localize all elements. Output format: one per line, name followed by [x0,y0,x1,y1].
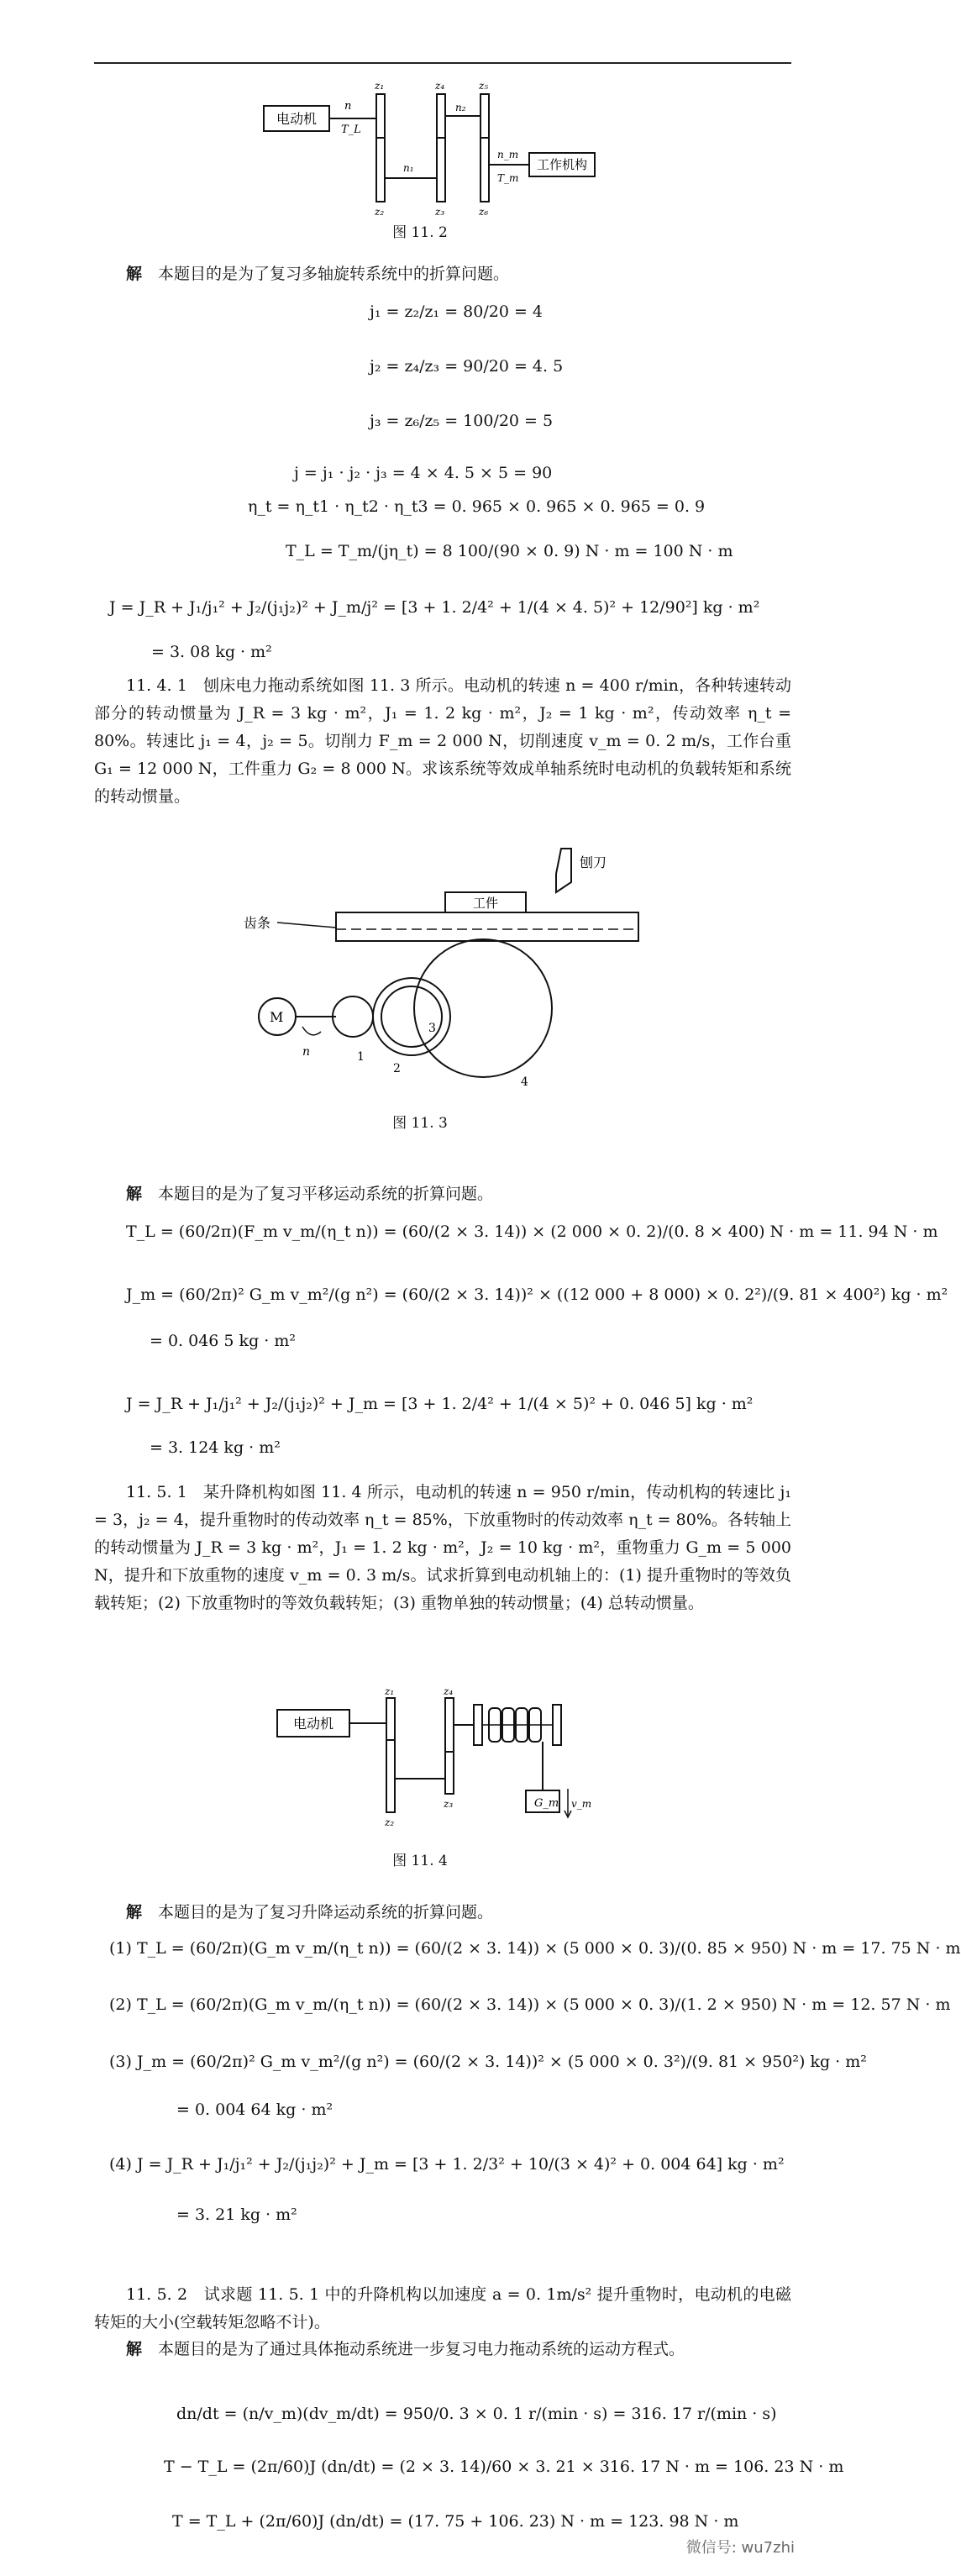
motor-symbol: M [270,1009,284,1025]
solution-1-text: 本题目的是为了复习多轴旋转系统中的折算问题。 [158,265,510,283]
equation: dn/dt = (n/v_m)(dv_m/dt) = 950/0. 3 × 0. 1 r/(min · s) = 316. 17 r/(min · s) [176,2405,777,2423]
z2-label: z₂ [375,206,385,218]
wechat-watermark: 微信号: wu7zhi [685,2539,795,2557]
gear-1-label: 1 [357,1050,365,1064]
problem-11-5-2-text: 11. 5. 2 试求题 11. 5. 1 中的升降机构以加速度 a = 0. 1m/s² 提升重物时，电动机的电磁转矩的大小(空载转矩忽略不计)。 [94,2285,791,2332]
equation: j₁ = z₂/z₁ = 80/20 = 4 [370,302,544,321]
z6-label: z₆ [479,206,489,218]
velocity-label: v_m [571,1798,592,1810]
problem-11-5-2 [94,2281,791,2337]
z1-label: z₁ [375,80,385,92]
equation: (3) J_m = (60/2π)² G_m v_m²/(g n²) = (60/(2 × 3. 14))² × (5 000 × 0. 3²)/(9. 81 × 950²) kg · m² [109,2053,867,2071]
equation: T = T_L + (2π/60)J (dn/dt) = (17. 75 + 106. 23) N · m = 123. 98 N · m [172,2512,739,2531]
equation: (4) J = J_R + J₁/j₁² + J₂/(j₁j₂)² + J_m = [3 + 1. 2/3² + 10/(3 × 4)² + 0. 004 64] kg · m² [109,2155,785,2174]
motor-label: 电动机 [276,111,318,127]
equation: T_L = T_m/(jη_t) = 8 100/(90 × 0. 9) N · m = 100 N · m [286,542,733,560]
z2-label: z₂ [385,1816,395,1828]
problem-11-5-1-text: 11. 5. 1 某升降机构如图 11. 4 所示，电动机的转速 n = 950 r/min，传动机构的转速比 j₁ = 3，j₂ = 4，提升重物时的传动效率 η_t = 85%，下放重物时的传动效率 η_t = 80%。各转轴上的转动惯量为 J_R = 3 kg · m²，J₁ = 1. 2 kg · m²，J₂ = 10 kg · m²，重物重力 G_m = 5 000 N，提升和下放重物的速度 v_m = 0. 3 m/s。试求折算到电动机轴上的：(1) 提升重物时的等效负载转矩；(2) 下放重物时的等效负载转矩；(3) 重物单独的转动惯量；(4) 总转动惯量。 [94,1483,791,1612]
header-rule [94,62,791,64]
n1-label: n₁ [403,162,414,174]
equation: j₂ = z₄/z₃ = 90/20 = 4. 5 [370,357,564,376]
equation: (2) T_L = (60/2π)(G_m v_m/(η_t n)) = (60/(2 × 3. 14)) × (5 000 × 0. 3)/(1. 2 × 950) N · m = 12. 57 N · m [109,1995,951,2014]
nm-label: n_m [497,149,519,160]
equation: T − T_L = (2π/60)J (dn/dt) = (2 × 3. 14)/60 × 3. 21 × 316. 17 N · m = 106. 23 N · m [164,2458,844,2476]
load-label: 工作机构 [536,157,588,172]
equation: (1) T_L = (60/2π)(G_m v_m/(η_t n)) = (60/(2 × 3. 14)) × (5 000 × 0. 3)/(0. 85 × 950) N · m = 17. 75 N · m [109,1939,961,1958]
solution-4-text: 本题目的是为了通过具体拖动系统进一步复习电力拖动系统的运动方程式。 [158,2340,685,2358]
z3-label: z₃ [444,1798,454,1810]
equation: η_t = η_t1 · η_t2 · η_t3 = 0. 965 × 0. 965 × 0. 965 = 0. 9 [248,497,706,516]
equation: = 3. 124 kg · m² [150,1438,281,1457]
equation: = 0. 046 5 kg · m² [150,1332,296,1350]
equation: = 0. 004 64 kg · m² [176,2100,333,2119]
figure-11-3-caption: 图 11. 3 [392,1115,448,1132]
gear-2-label: 2 [393,1062,401,1075]
equation: J_m = (60/2π)² G_m v_m²/(g n²) = (60/(2 × 3. 14))² × ((12 000 + 8 000) × 0. 2²)/(9. 81 × 400²) kg · m² [126,1285,948,1304]
equation: J = J_R + J₁/j₁² + J₂/(j₁j₂)² + J_m/j² = [3 + 1. 2/4² + 1/(4 × 4. 5)² + 12/90²] kg · m² [109,598,760,617]
motor-label: 电动机 [292,1716,334,1732]
z3-label: z₃ [435,206,445,218]
equation: j = j₁ · j₂ · j₃ = 4 × 4. 5 × 5 = 90 [294,464,553,482]
solution-3-intro [94,1899,791,1927]
tm-label: T_m [497,172,519,184]
equation: j₃ = z₆/z₅ = 100/20 = 5 [370,412,554,430]
solution-2-intro [94,1180,791,1208]
figure-11-2-caption: 图 11. 2 [392,224,448,241]
figure-11-4 [269,1685,592,1836]
figure-11-4-caption: 图 11. 4 [392,1853,448,1869]
torque-label: T_L [341,124,361,136]
n2-label: n₂ [455,102,466,113]
work-label: 工件 [472,896,499,911]
equation: = 3. 08 kg · m² [151,643,272,661]
equation: T_L = (60/2π)(F_m v_m/(η_t n)) = (60/(2 × 3. 14)) × (2 000 × 0. 2)/(0. 8 × 400) N · m = 11. 94 N · m [126,1222,938,1241]
figure-11-2 [260,77,596,220]
problem-11-5-1 [94,1479,791,1617]
gear-4-label: 4 [521,1075,528,1089]
z4-label: z₄ [435,80,445,92]
solution-2-text: 本题目的是为了复习平移运动系统的折算问题。 [158,1185,494,1203]
solution-label: 解 [126,2340,143,2358]
weight-label: G_m [534,1797,559,1810]
figure-11-3 [244,840,655,1109]
z1-label: z₁ [385,1685,395,1697]
z5-label: z₅ [479,80,489,92]
solution-3-text: 本题目的是为了复习升降运动系统的折算问题。 [158,1903,494,1921]
speed-label: n [302,1045,311,1059]
gear-3-label: 3 [428,1022,436,1035]
solution-label: 解 [126,1903,143,1921]
problem-11-4-1-text: 11. 4. 1 刨床电力拖动系统如图 11. 3 所示。电动机的转速 n = 400 r/min，各种转速转动部分的转动惯量为 J_R = 3 kg · m²，J₁ = 1. 2 kg · m²，J₂ = 1 kg · m²，传动效率 η_t = 80%。转速比 j₁ = 4，j₂ = 5。切削力 F_m = 2 000 N，切削速度 v_m = 0. 2 m/s，工作台重 G₁ = 12 000 N，工件重力 G₂ = 8 000 N。求该系统等效成单轴系统时电动机的负载转矩和系统的转动惯量。 [94,676,791,806]
solution-4-intro [94,2336,791,2363]
z4-label: z₄ [444,1685,454,1697]
solution-label: 解 [126,265,143,283]
problem-11-4-1 [94,672,791,811]
equation: = 3. 21 kg · m² [176,2205,297,2224]
blade-label: 刨刀 [580,854,607,870]
solution-1-intro [94,260,791,288]
speed-label: n [344,100,352,113]
solution-label: 解 [126,1185,143,1203]
rack-label: 齿条 [244,915,271,931]
equation: J = J_R + J₁/j₁² + J₂/(j₁j₂)² + J_m = [3 + 1. 2/4² + 1/(4 × 5)² + 0. 046 5] kg · m² [126,1395,754,1413]
